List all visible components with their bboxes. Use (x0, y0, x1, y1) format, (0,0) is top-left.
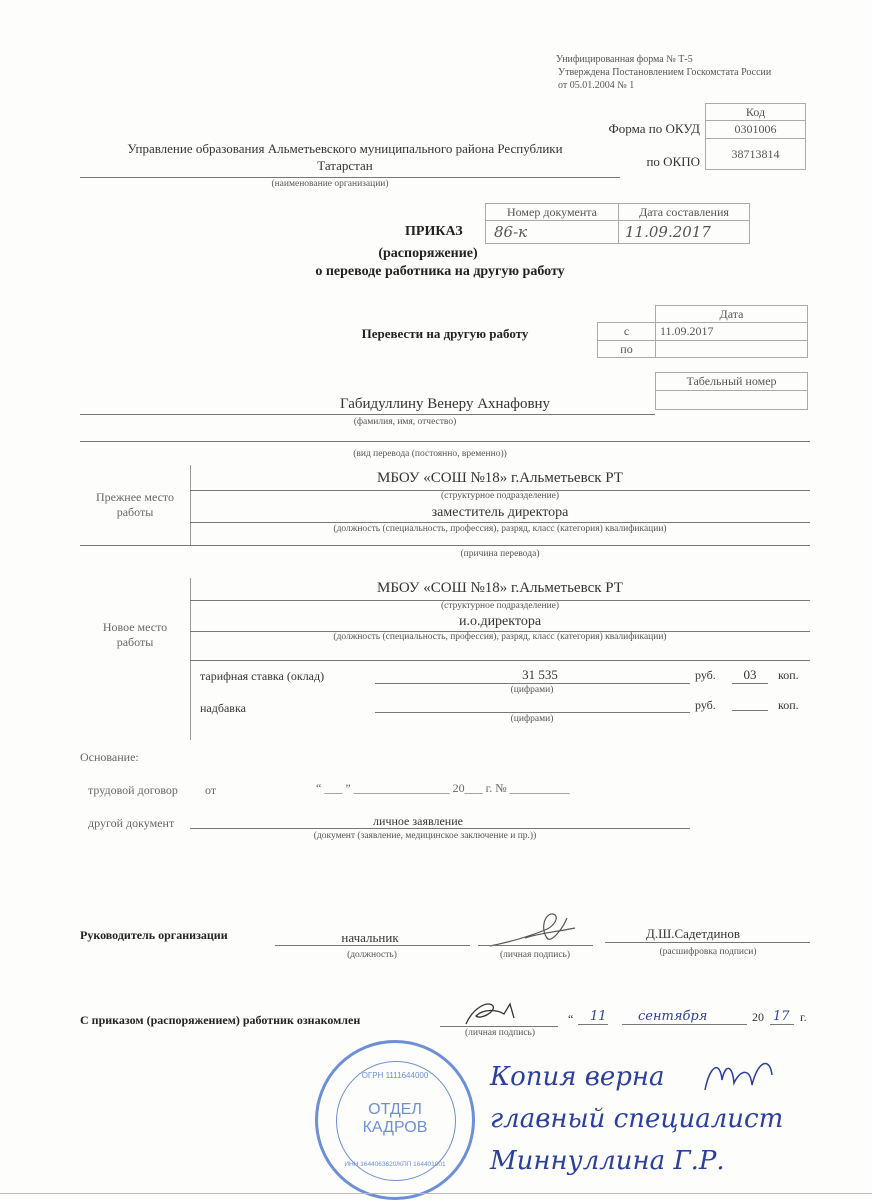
new-divider (190, 578, 191, 740)
basis-title: Основание: (80, 750, 139, 764)
certification-line-3: Миннуллина Г.Р. (490, 1146, 725, 1176)
bonus-caption: (цифрами) (510, 714, 554, 724)
transfer-label: Перевести на другую работу (361, 326, 529, 341)
contract-label: трудовой договор (88, 783, 178, 797)
previous-label: Прежнее место работы (96, 490, 174, 519)
certification-line-1: Копия верна (490, 1062, 665, 1092)
previous-position: заместитель директора (431, 505, 569, 520)
previous-unit-caption: (структурное подразделение) (440, 491, 560, 501)
to-label: по (597, 340, 656, 358)
reason-line (80, 545, 810, 546)
head-signature-caption: (личная подпись) (499, 950, 571, 960)
from-label: с (597, 322, 656, 341)
okud-value: 0301006 (705, 120, 806, 139)
transfer-type-line (80, 441, 810, 442)
employee-name: Габидуллину Венеру Ахнафовну (339, 396, 551, 412)
stamp-center: ОТДЕЛ КАДРОВ (362, 1101, 428, 1136)
new-position: и.о.директора (458, 614, 542, 629)
head-position-line (275, 945, 470, 946)
other-doc-value: личное заявление (373, 814, 463, 828)
stamp-ogrn: ОГРН 1111644000 (361, 1071, 429, 1080)
to-date (655, 340, 808, 358)
ack-year: 17 (773, 1009, 790, 1024)
bonus-rub-label: руб. (695, 698, 716, 712)
head-signature-icon (485, 908, 580, 953)
scan-edge (0, 1193, 872, 1194)
rate-caption: (цифрами) (510, 685, 554, 695)
form-line-1: Унифицированная форма № Т-5 (556, 54, 693, 65)
head-signature-line (478, 945, 593, 946)
previous-divider (190, 465, 191, 545)
form-line-2: Утверждена Постановлением Госкомстата России (558, 67, 772, 78)
rate-rub: 31 535 (522, 667, 558, 682)
code-header: Код (705, 103, 806, 121)
head-position: начальник (341, 930, 399, 945)
order-subject: о переводе работника на другую работу (315, 264, 565, 279)
organization-underline (80, 177, 620, 178)
doc-number-header: Номер документа (485, 203, 619, 221)
ack-day: 11 (590, 1009, 607, 1024)
head-name-line (605, 942, 810, 943)
new-unit: МБОУ «СОШ №18» г.Альметьевск РТ (377, 580, 623, 596)
new-label: Новое место работы (102, 620, 168, 649)
okpo-value: 38713814 (705, 138, 806, 170)
ack-month: сентября (638, 1009, 708, 1024)
employee-caption: (фамилия, имя, отчество) (353, 417, 457, 427)
head-name: Д.Ш.Садетдинов (646, 926, 740, 941)
organization-name-2: Татарстан (317, 158, 373, 173)
ack-quote-mark: “ (568, 1012, 574, 1026)
ack-signature-icon (458, 998, 528, 1028)
ack-day-line (578, 1024, 608, 1025)
doc-number-value: 86-к (485, 220, 619, 244)
bonus-kop-label: коп. (778, 698, 799, 712)
bonus-label: надбавка (200, 701, 246, 715)
previous-unit: МБОУ «СОШ №18» г.Альметьевск РТ (377, 470, 623, 486)
new-unit-caption: (структурное подразделение) (440, 601, 560, 611)
previous-position-line (190, 522, 810, 523)
kop-line (732, 683, 768, 684)
new-position-caption: (должность (специальность, профессия), разряд, класс (категория) квалификации) (333, 632, 667, 642)
tab-number-header: Табельный номер (655, 372, 808, 391)
from-date: 11.09.2017 (655, 322, 808, 341)
certification-line-2: главный специалист (490, 1104, 784, 1134)
other-doc-line (190, 828, 690, 829)
employee-underline (80, 414, 655, 415)
head-name-caption: (расшифровка подписи) (659, 947, 757, 957)
ack-signature-line (440, 1026, 558, 1027)
head-label: Руководитель организации (80, 928, 228, 942)
organization-caption: (наименование организации) (271, 179, 389, 189)
organization-name-1: Управление образования Альметьевского муниципального района Республики (127, 141, 563, 156)
rate-label: тарифная ставка (оклад) (200, 669, 325, 683)
ack-year-suffix: г. (800, 1010, 807, 1024)
ack-signature-caption: (личная подпись) (464, 1028, 536, 1038)
ack-year-line (770, 1024, 794, 1025)
bonus-kop-line (732, 710, 768, 711)
okud-label: Форма по ОКУД (608, 121, 700, 136)
other-doc-label: другой документ (88, 816, 175, 830)
form-line-3: от 05.01.2004 № 1 (558, 80, 635, 91)
reason-caption: (причина перевода) (460, 549, 540, 559)
kop-label: коп. (778, 668, 799, 682)
tab-number-value (655, 390, 808, 410)
doc-date-header: Дата составления (618, 203, 750, 221)
order-title: ПРИКАЗ (405, 224, 463, 239)
stamp-inn: ИНН 1644063620/КПП 164401001 (344, 1161, 446, 1168)
other-doc-caption: (документ (заявление, медицинское заключение и пр.)) (313, 831, 537, 841)
bonus-line (375, 712, 690, 713)
okpo-label: по ОКПО (646, 154, 700, 169)
transfer-type-caption: (вид перевода (постоянно, временно)) (353, 449, 507, 459)
ack-month-line (622, 1024, 747, 1025)
certifier-signature-icon (700, 1055, 780, 1100)
head-position-caption: (должность) (347, 950, 397, 960)
rate-top-line (190, 660, 810, 661)
hr-department-stamp (315, 1040, 475, 1200)
order-subtitle: (распоряжение) (378, 246, 478, 261)
ack-label: С приказом (распоряжением) работник ознакомлен (80, 1013, 361, 1027)
date-header: Дата (655, 305, 808, 323)
ack-year-prefix: 20 (752, 1010, 764, 1024)
previous-position-caption: (должность (специальность, профессия), разряд, класс (категория) квалификации) (333, 524, 667, 534)
rate-kop: 03 (743, 667, 757, 682)
contract-from-label: от (205, 783, 217, 797)
doc-date-value: 11.09.2017 (618, 220, 750, 244)
rub-label: руб. (695, 668, 716, 682)
rate-line (375, 683, 690, 684)
contract-date-pattern: “ ___ ” ________________ 20___ г. № __________ (316, 781, 570, 795)
